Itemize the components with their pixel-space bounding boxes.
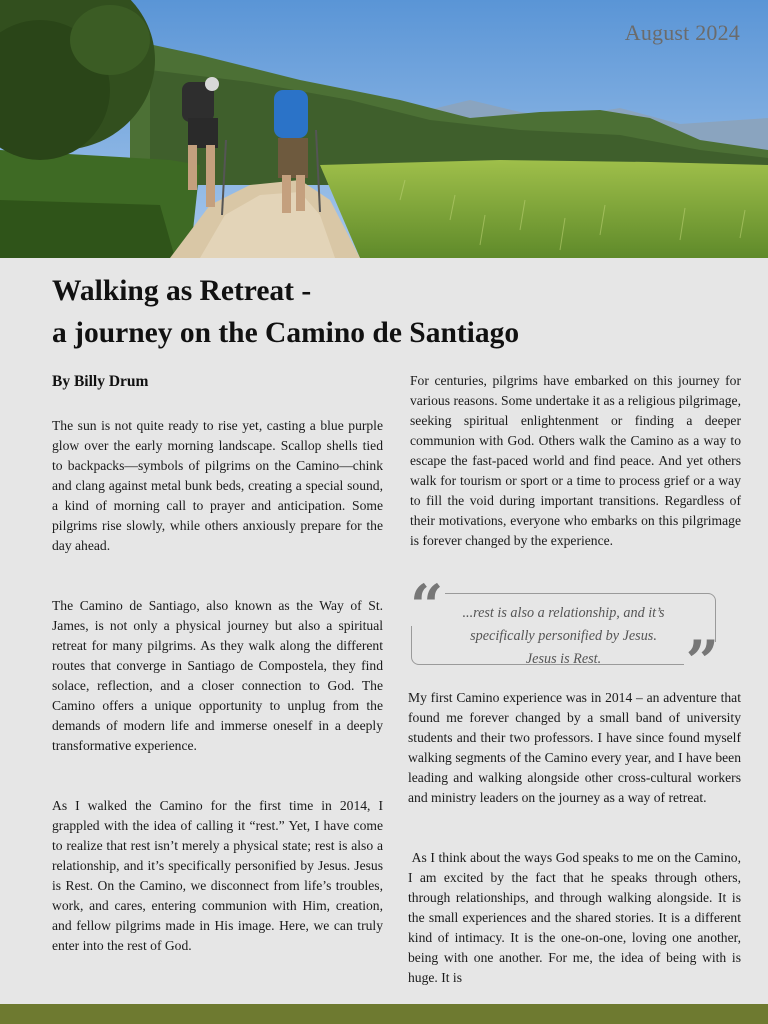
pull-quote-line-3: Jesus is Rest.: [525, 651, 602, 667]
issue-date: August 2024: [624, 20, 740, 45]
paragraph-5: My first Camino experience was in 2014 – an adventure that found me forever changed by a small band of university students and their two professors. I have since found myself walking segments of the Camino every year, and I have been leading and walking alongside other cross-cultural workers and ministry leaders on the journey as a way of retreat.: [408, 690, 741, 805]
title-line-1: Walking as Retreat -: [52, 275, 312, 307]
paragraph-1: The sun is not quite ready to rise yet, casting a blue purple glow over the early morning landscape. Scallop shells tied to backpacks—symbols of pilgrims on the Camino—chink and clang against metal bunk beds, creating a special sound, a kind of morning call to prayer and anticipation. Some pilgrims rise slowly, while others anxiously prepare for the day ahead.: [52, 418, 383, 553]
paragraph-2: The Camino de Santiago, also known as the Way of St. James, is not only a physical journey but also a spiritual retreat for many pilgrims. As they walk along the different routes that converge in Santiago de Compostela, they find solace, reflection, and a closer connection to God. The Camino offers a unique opportunity to unplug from the demands of modern life and immerse oneself in a deeply transformative experience.: [52, 598, 383, 753]
paragraph-3: As I walked the Camino for the first time in 2014, I grappled with the idea of calling it “rest.” Yet, I have come to realize that rest isn’t merely a physical state; rest is also a relationship, and it’s specifically personified by Jesus. Jesus is Rest. On the Camino, we disconnect from life’s troubles, work, and cares, entering communion with Him, creation, and fellow pilgrims made in His image. Here, we can truly enter into the rest of God.: [52, 798, 383, 953]
byline: By Billy Drum: [52, 373, 149, 390]
pull-quote-line-1: ...rest is also a relationship, and it’s: [462, 605, 665, 621]
article-title: [52, 270, 732, 354]
open-quote-icon: “: [410, 572, 444, 640]
pull-quote-line-2: specifically personified by Jesus.: [470, 628, 657, 644]
pull-quote-text: [412, 602, 715, 671]
footer-bar: [0, 1004, 768, 1024]
title-line-2: a journey on the Camino de Santiago: [52, 317, 520, 349]
pull-quote: [410, 572, 719, 696]
paragraph-4: For centuries, pilgrims have embarked on this journey for various reasons. Some undertake it as a religious pilgrimage, seeking spiritual enlightenment or finding a deeper communion with God. Others walk the Camino as a way to escape the fast-paced world and find peace. And yet others walk for tourism or sport or a time to process grief or a way to fill the void during important transitions. Regardless of their motivations, everyone who embarks on this pilgrimage is forever changed by the experience.: [410, 373, 741, 548]
close-quote-icon: ”: [685, 628, 719, 696]
paragraph-6: As I think about the ways God speaks to me on the Camino, I am excited by the fact that he speaks through others, through relationships, and through walking alongside. It is the small experiences and the shared stories. It is a different kind of intimacy. It is the one-on-one, loving one another, being with one another. For me, the idea of being with is huge. It is: [408, 850, 741, 985]
